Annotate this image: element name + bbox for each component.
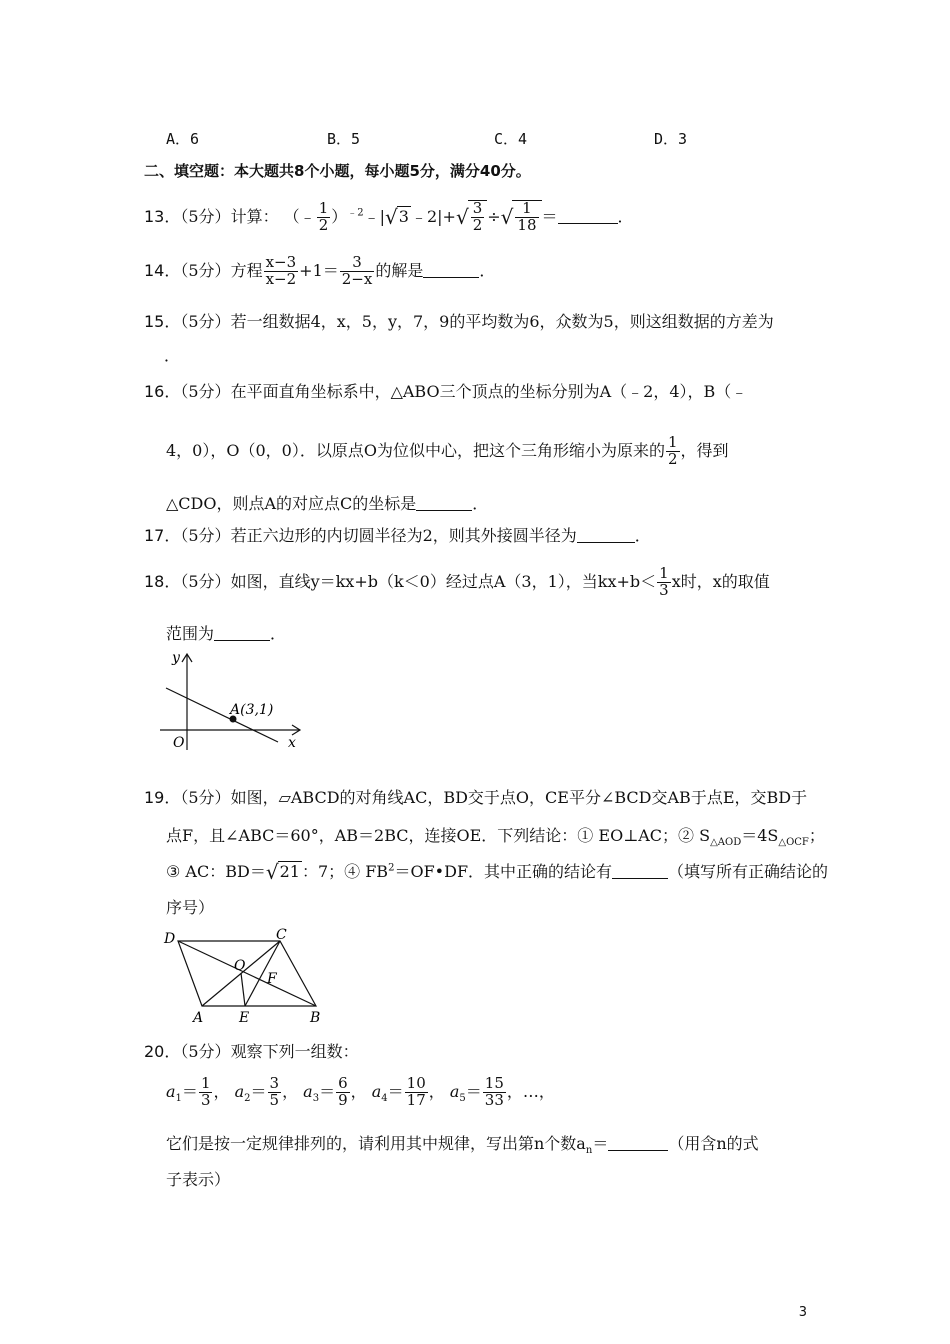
x-axis-label: x: [288, 735, 296, 751]
question-19-line-3: ③ AC：BD＝√21 ：7；④ $FB^2=OF•DF$．其中正确的结论有 （填写所有正确结论的: [166, 860, 829, 884]
question-19-line-2: 点F，且∠ABC＝60°，AB＝2BC，连接OE．下列结论：① EO⊥AC；② $S_{\triangle AOD}=4S_{\triangle OCF}$；: [166, 826, 825, 849]
seq-term-5: $a_5=$ $\frac{15}{33}$: [449, 1074, 504, 1109]
label-e: E: [239, 1010, 250, 1026]
question-15: 15．（5分）若一组数据4，x，5，y，7，9的平均数为6，众数为5，则这组数据的方差为: [144, 312, 774, 331]
q19-parallelogram-figure: [160, 926, 335, 1026]
question-17: 17．（5分）若正六边形的内切圆半径为2，则其外接圆半径为 ．: [144, 526, 651, 545]
q16-answer-blank: [416, 496, 472, 511]
question-20-line-3: 它们是按一定规律排列的，请利用其中规律，写出第n个数$a_n=$ （用含n的式: [166, 1134, 759, 1157]
question-20-line-4: 子表示）: [166, 1170, 231, 1189]
choice-c: C．4: [494, 130, 528, 148]
question-16-line-3: △CDO，则点A的对应点C的坐标是 ．: [166, 494, 489, 513]
label-b: B: [310, 1010, 321, 1026]
label-c: C: [276, 927, 287, 943]
choice-d: D．3: [654, 130, 688, 148]
point-a-label: A(3,1): [230, 702, 274, 718]
choice-b: B．5: [327, 130, 361, 148]
y-axis-label: y: [172, 650, 180, 666]
question-18: 18．（5分）如图，直线y＝kx+b（k＜0）经过点A（3，1），当kx+b＜ $\frac{1}{3}$ x时，x的取值: [144, 564, 770, 599]
q19-answer-blank: [612, 864, 668, 879]
label-f: F: [267, 971, 277, 987]
q17-answer-blank: [577, 528, 635, 543]
q18-answer-blank: [214, 626, 270, 641]
q14-equation: $\frac{x-3}{x-2}$ +1＝ $\frac{3}{2-x}$: [265, 253, 373, 288]
seq-term-3: $a_3=$ $\frac{6}{9}$: [303, 1074, 348, 1109]
seq-term-2: $a_2=$ $\frac{3}{5}$: [234, 1074, 280, 1109]
page-number: 3: [798, 1305, 807, 1320]
q20-answer-blank: [608, 1136, 668, 1151]
origin-label: O: [173, 735, 185, 751]
question-19: 19．（5分）如图，▱ABCD的对角线AC，BD交于点O，CE平分∠BCD交AB于点E，交BD于: [144, 788, 808, 807]
question-18-line-2: 范围为 ．: [166, 624, 287, 643]
q13-expression: （﹣ $\frac{1}{2}$ ）$^{﹣2}$﹣|√3 ﹣2|+√ $\frac{3}{2}$ ÷√ $\frac{1}{18}$ ＝: [283, 199, 558, 234]
section-title: 二、填空题：本大题共8个小题，每小题5分，满分40分。: [144, 162, 531, 180]
q13-answer-blank: [558, 209, 618, 224]
label-a: A: [193, 1010, 204, 1026]
question-16: 16．（5分）在平面直角坐标系中，△ABO三个顶点的坐标分别为A（﹣2，4），B（﹣: [144, 382, 748, 401]
q14-answer-blank: [423, 263, 479, 278]
question-16-line-2: 4，0），O（0，0）．以原点O为位似中心，把这个三角形缩小为原来的 $\frac{1}{2}$ ，得到: [166, 433, 729, 468]
seq-term-1: $a_1=$ $\frac{1}{3}$: [166, 1074, 211, 1109]
q20-sequence: $a_1=$ $\frac{1}{3}$ ， $a_2=$ $\frac{3}{5}$ ， $a_3=$ $\frac{6}{9}$ ， $a_4=$ $\frac{10}{17}$ ， $a_5=$ $\frac{15}{33}$ ，…，: [166, 1074, 555, 1109]
label-d: D: [164, 931, 176, 947]
question-15-line-2: ．: [164, 346, 181, 365]
choice-a: A．6: [166, 130, 200, 148]
label-o: O: [234, 958, 246, 974]
q18-graph-figure: [160, 646, 310, 756]
question-13: 13．（5分）计算： （﹣ $\frac{1}{2}$ ）$^{﹣2}$﹣|√3 ﹣2|+√ $\frac{3}{2}$ ÷√ $\frac{1}{18}$ ＝ ．: [144, 199, 634, 234]
question-14: 14．（5分）方程 $\frac{x-3}{x-2}$ +1＝ $\frac{3}{2-x}$ 的解是 ．: [144, 253, 496, 288]
question-20: 20．（5分）观察下列一组数：: [144, 1042, 359, 1061]
seq-term-4: $a_4=$ $\frac{10}{17}$: [371, 1074, 426, 1109]
question-19-line-4: 序号）: [166, 898, 215, 917]
